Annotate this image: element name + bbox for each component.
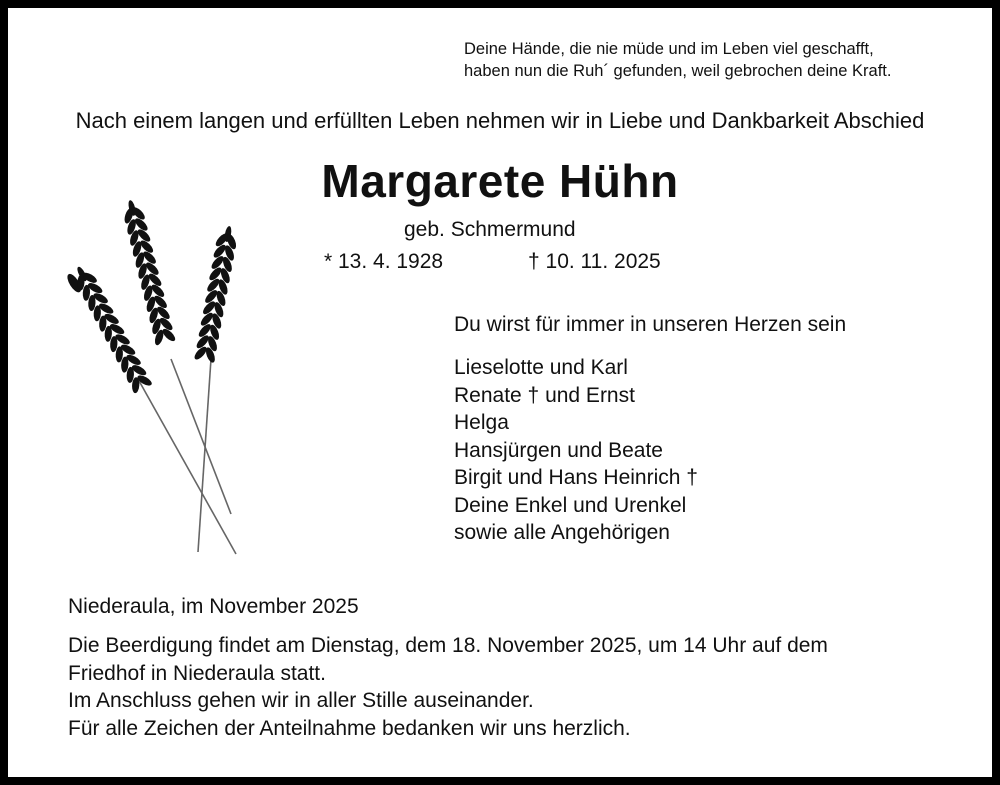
birth-date: * 13. 4. 1928 [324, 250, 444, 273]
list-item: Helga [454, 411, 509, 434]
verse-line: haben nun die Ruh´ gefunden, weil gebrochen deine Kraft. [464, 62, 892, 80]
list-item: Deine Enkel und Urenkel [454, 493, 687, 517]
intro-text: Nach einem langen und erfüllten Leben nehmen wir in Liebe und Dankbarkeit Abschied [75, 108, 925, 133]
note-line: Für alle Zeichen der Anteilnahme bedanken wir uns herzlich. [68, 716, 631, 740]
list-item: Lieselotte und Karl [454, 356, 628, 379]
list-item: Birgit und Hans Heinrich † [454, 466, 698, 489]
place-date: Niederaula, im November 2025 [68, 595, 359, 618]
obituary-card [8, 8, 992, 777]
funeral-notes [68, 632, 828, 742]
list-item: Renate † und Ernst [454, 383, 635, 407]
list-item: Hansjürgen und Beate [454, 438, 663, 462]
mourners-list [454, 354, 698, 547]
wheat-icon [66, 194, 266, 564]
death-date: † 10. 11. 2025 [528, 250, 661, 273]
note-line: Friedhof in Niederaula statt. [68, 661, 326, 685]
deceased-name: Margarete Hühn [321, 155, 679, 207]
note-line: Die Beerdigung findet am Dienstag, dem 18. November 2025, um 14 Uhr auf dem [68, 634, 828, 657]
verse [464, 38, 891, 82]
list-item: sowie alle Angehörigen [454, 521, 670, 544]
motto: Du wirst für immer in unseren Herzen sein [454, 313, 847, 336]
verse-line: Deine Hände, die nie müde und im Leben viel geschafft, [464, 40, 874, 58]
birth-name: geb. Schmermund [404, 218, 576, 241]
note-line: Im Anschluss gehen wir in aller Stille auseinander. [68, 689, 534, 712]
